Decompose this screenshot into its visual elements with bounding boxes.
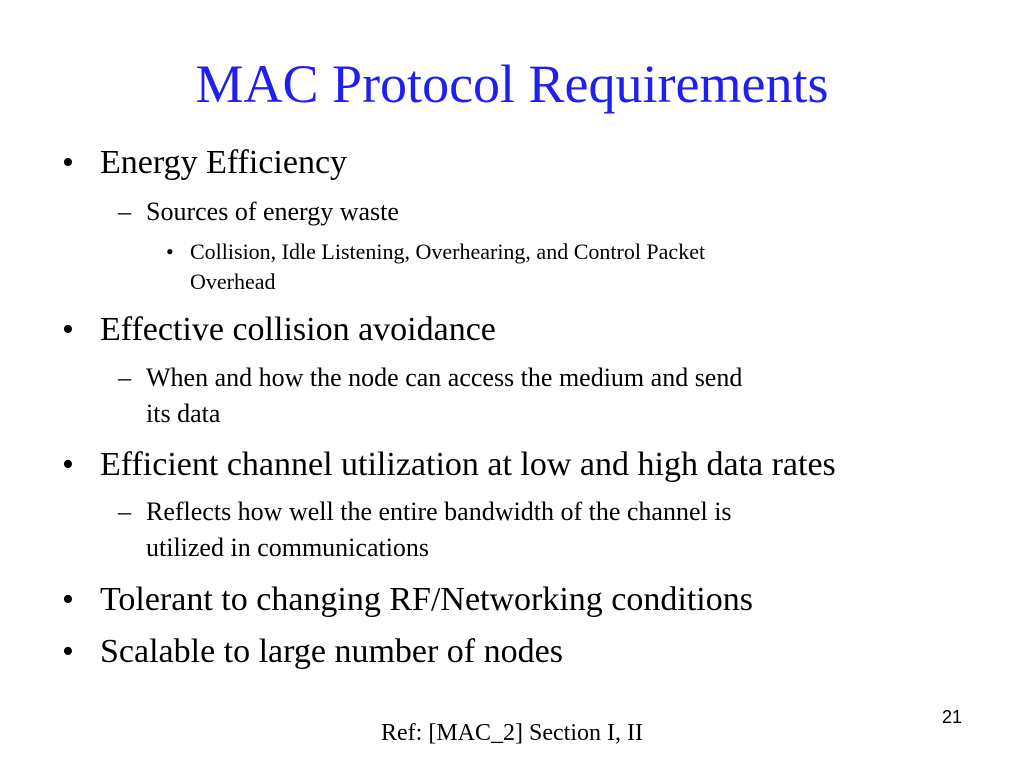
- bullet-energy-efficiency: Energy Efficiency: [100, 144, 348, 181]
- sub-bullet-marker: –: [118, 197, 131, 226]
- bullet-scalable-nodes: Scalable to large number of nodes: [100, 633, 563, 670]
- sub-sub-bullet-marker: •: [166, 239, 174, 264]
- slide-title: MAC Protocol Requirements: [195, 54, 829, 114]
- sub-bullet-bandwidth-line1: Reflects how well the entire bandwidth of the channel is: [146, 497, 732, 526]
- bullet-tolerant-rf-conditions: Tolerant to changing RF/Networking conditions: [100, 581, 753, 618]
- sub-bullet-sources-of-energy-waste: Sources of energy waste: [146, 197, 399, 226]
- bullet-marker: •: [62, 633, 74, 670]
- sub-bullet-marker: –: [118, 363, 131, 392]
- sub-bullet-access-medium-line2: its data: [146, 399, 221, 428]
- sub-bullet-bandwidth-line2: utilized in communications: [146, 533, 430, 562]
- bullet-effective-collision-avoidance: Effective collision avoidance: [100, 311, 496, 348]
- sub-bullet-marker: –: [118, 497, 131, 526]
- page-number: 21: [941, 707, 962, 727]
- bullet-marker: •: [62, 144, 74, 181]
- bullet-marker: •: [62, 581, 74, 618]
- sub-bullet-access-medium-line1: When and how the node can access the medium and send: [146, 363, 743, 392]
- sub-sub-bullet-collision-line2: Overhead: [190, 269, 276, 294]
- bullet-marker: •: [62, 311, 74, 348]
- bullet-marker: •: [62, 446, 74, 483]
- reference-footer: Ref: [MAC_2] Section I, II: [381, 720, 643, 746]
- bullet-efficient-channel-utilization: Efficient channel utilization at low and high data rates: [100, 446, 836, 483]
- sub-sub-bullet-collision-line1: Collision, Idle Listening, Overhearing, and Control Packet: [190, 239, 706, 264]
